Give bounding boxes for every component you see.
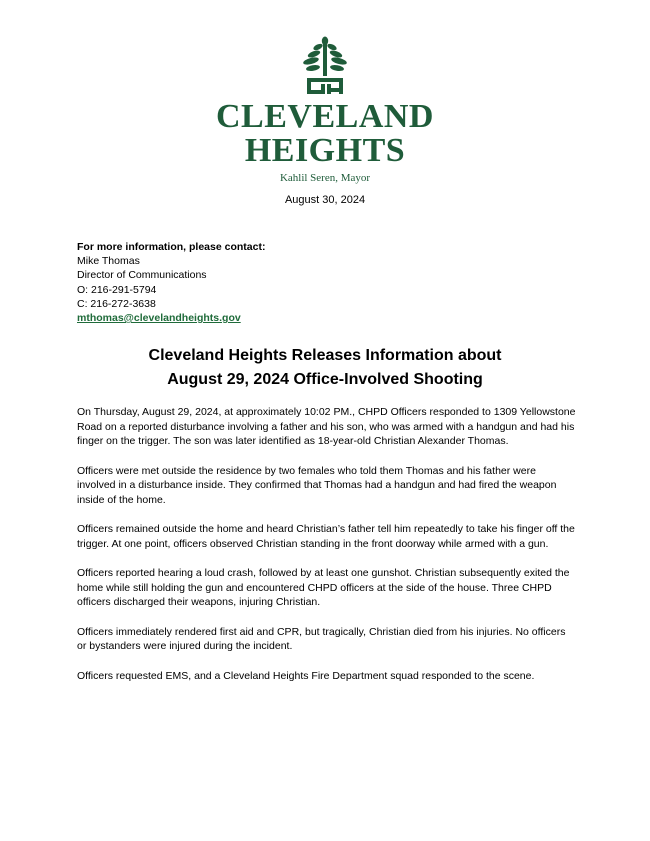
contact-office-phone: O: 216-291-5794 [77,283,157,296]
tree-icon [299,36,351,98]
paragraph: Officers reported hearing a loud crash, followed by at least one gunshot. Christian subsequently exited the home while still holding the gun and encountered CHPD officers at the side of the house. Three CHPD officers discharged their weapons, injuring Christian. [77,567,570,609]
release-date: August 30, 2024 [284,194,366,206]
city-logo [0,36,650,184]
paragraph: Officers were met outside the residence by two females who told them Thomas and his father were involved in a disturbance inside. They confirmed that Thomas had a handgun and had fired the weapon inside of the home. [77,464,557,506]
logo-line-heights: HEIGHTS [244,132,406,169]
paragraph: Officers immediately rendered first aid and CPR, but tragically, Christian died from his injuries. No officers or bystanders were injured during the incident. [77,625,566,653]
paragraph: Officers remained outside the home and heard Christian’s father tell him repeatedly to take his finger off the trigger. At one point, officers observed Christian standing in the front doorway while armed with a gun. [77,523,575,550]
contact-title: Director of Communications [77,269,207,282]
contact-block [77,240,265,325]
contact-cell-phone: C: 216-272-3638 [77,297,156,310]
contact-name: Mike Thomas [77,255,140,268]
paragraph: Officers requested EMS, and a Cleveland Heights Fire Department squad responded to the scene. [77,669,535,682]
headline-line-1: Cleveland Heights Releases Information about [148,347,502,364]
headline [0,344,650,392]
paragraph: On Thursday, August 29, 2024, at approximately 10:02 PM., CHPD Officers responded to 1309 Yellowstone Road on a reported disturbance involving a father and his son, who was armed with a handgun and had his finger on the trigger. The son was later identified as 18-year-old Christian Alexander Thomas. [77,406,576,448]
headline-line-2: August 29, 2024 Office-Involved Shooting [167,371,483,388]
mayor-name: Kahlil Seren, Mayor [279,172,371,184]
contact-email-link[interactable]: mthomas@clevelandheights.gov [77,312,241,325]
contact-heading: For more information, please contact: [77,241,266,253]
release-body [77,405,577,698]
logo-line-cleveland: CLEVELAND [216,98,434,135]
